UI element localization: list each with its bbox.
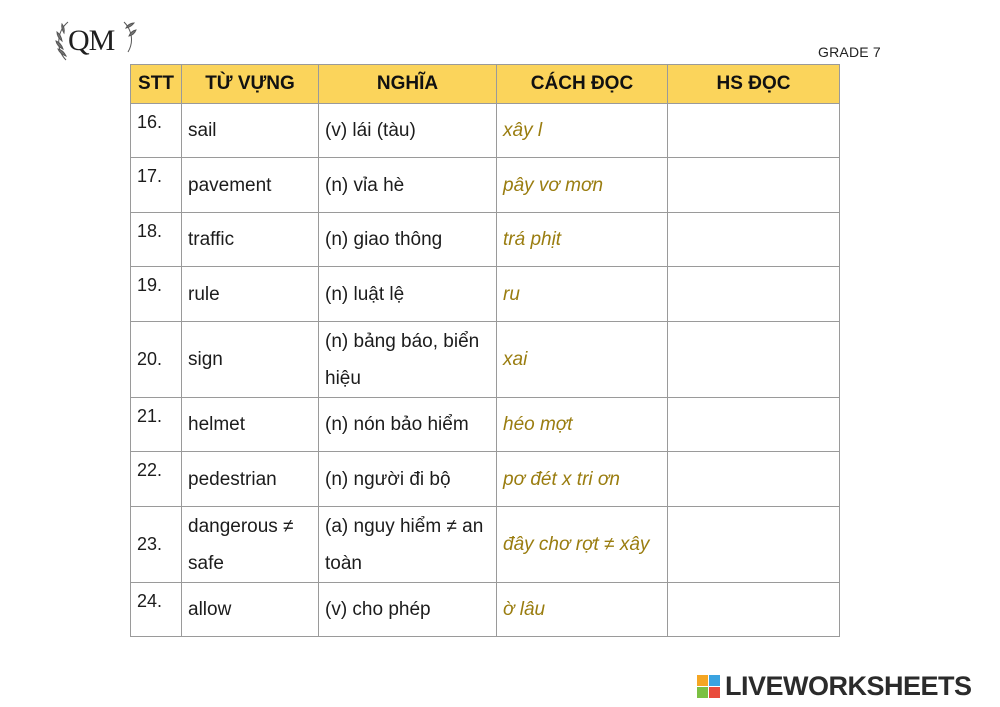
vocab-word: sail bbox=[182, 104, 319, 158]
column-header-pronunciation: CÁCH ĐỌC bbox=[497, 65, 668, 104]
logo-text: QM bbox=[68, 24, 115, 57]
vocab-meaning: (n) giao thông bbox=[319, 213, 497, 267]
student-reading-cell[interactable] bbox=[668, 104, 840, 158]
row-number: 18. bbox=[131, 213, 182, 267]
table-row bbox=[131, 322, 840, 398]
table-row bbox=[131, 452, 840, 507]
column-header-student-reading: HS ĐỌC bbox=[668, 65, 840, 104]
student-reading-cell[interactable] bbox=[668, 322, 840, 398]
table-row bbox=[131, 158, 840, 213]
liveworksheets-wordmark: LIVEWORKSHEETS bbox=[725, 671, 972, 701]
column-header-vocabulary: TỪ VỰNG bbox=[182, 65, 319, 104]
vocab-pronunciation: xai bbox=[497, 322, 668, 398]
student-reading-cell[interactable] bbox=[668, 398, 840, 452]
vocab-meaning: (v) cho phép bbox=[319, 583, 497, 637]
row-number: 19. bbox=[131, 267, 182, 322]
vocab-word: sign bbox=[182, 322, 319, 398]
vocab-word: rule bbox=[182, 267, 319, 322]
student-reading-cell[interactable] bbox=[668, 158, 840, 213]
table-row bbox=[131, 213, 840, 267]
row-number: 22. bbox=[131, 452, 182, 507]
liveworksheets-brand bbox=[697, 671, 997, 703]
vocab-pronunciation: xây l bbox=[497, 104, 668, 158]
vocab-word: pavement bbox=[182, 158, 319, 213]
vocab-meaning: (n) bảng báo, biển hiệu bbox=[319, 322, 497, 398]
table-row bbox=[131, 583, 840, 637]
vocab-pronunciation: trá phịt bbox=[497, 213, 668, 267]
table-header-row bbox=[131, 65, 840, 104]
table-row bbox=[131, 267, 840, 322]
vocab-meaning: (n) người đi bộ bbox=[319, 452, 497, 507]
row-number: 23. bbox=[131, 507, 182, 583]
vocab-word: pedestrian bbox=[182, 452, 319, 507]
vocab-meaning: (n) luật lệ bbox=[319, 267, 497, 322]
vocab-meaning: (a) nguy hiểm ≠ an toàn bbox=[319, 507, 497, 583]
table-row bbox=[131, 104, 840, 158]
student-reading-cell[interactable] bbox=[668, 267, 840, 322]
student-reading-cell[interactable] bbox=[668, 507, 840, 583]
vocab-pronunciation: ru bbox=[497, 267, 668, 322]
vocab-pronunciation: pây vơ mơn bbox=[497, 158, 668, 213]
student-reading-cell[interactable] bbox=[668, 213, 840, 267]
liveworksheets-logo-icon bbox=[697, 675, 721, 699]
vocab-pronunciation: ờ lâu bbox=[497, 583, 668, 637]
vocabulary-table bbox=[130, 64, 840, 637]
table-row bbox=[131, 507, 840, 583]
vocab-pronunciation: đây chơ rợt ≠ xây bbox=[497, 507, 668, 583]
grade-label: GRADE 7 bbox=[818, 44, 881, 60]
vocab-pronunciation: héo mợt bbox=[497, 398, 668, 452]
vocab-meaning: (n) nón bảo hiểm bbox=[319, 398, 497, 452]
vocab-word: dangerous ≠ safe bbox=[182, 507, 319, 583]
row-number: 20. bbox=[131, 322, 182, 398]
column-header-meaning: NGHĨA bbox=[319, 65, 497, 104]
vocab-word: traffic bbox=[182, 213, 319, 267]
row-number: 24. bbox=[131, 583, 182, 637]
vocab-word: helmet bbox=[182, 398, 319, 452]
qm-logo bbox=[52, 16, 138, 66]
row-number: 21. bbox=[131, 398, 182, 452]
vocab-word: allow bbox=[182, 583, 319, 637]
table-row bbox=[131, 398, 840, 452]
student-reading-cell[interactable] bbox=[668, 583, 840, 637]
row-number: 17. bbox=[131, 158, 182, 213]
vocab-pronunciation: pơ đét x tri ơn bbox=[497, 452, 668, 507]
vocab-meaning: (n) vỉa hè bbox=[319, 158, 497, 213]
column-header-stt: STT bbox=[131, 65, 182, 104]
vocab-meaning: (v) lái (tàu) bbox=[319, 104, 497, 158]
row-number: 16. bbox=[131, 104, 182, 158]
student-reading-cell[interactable] bbox=[668, 452, 840, 507]
